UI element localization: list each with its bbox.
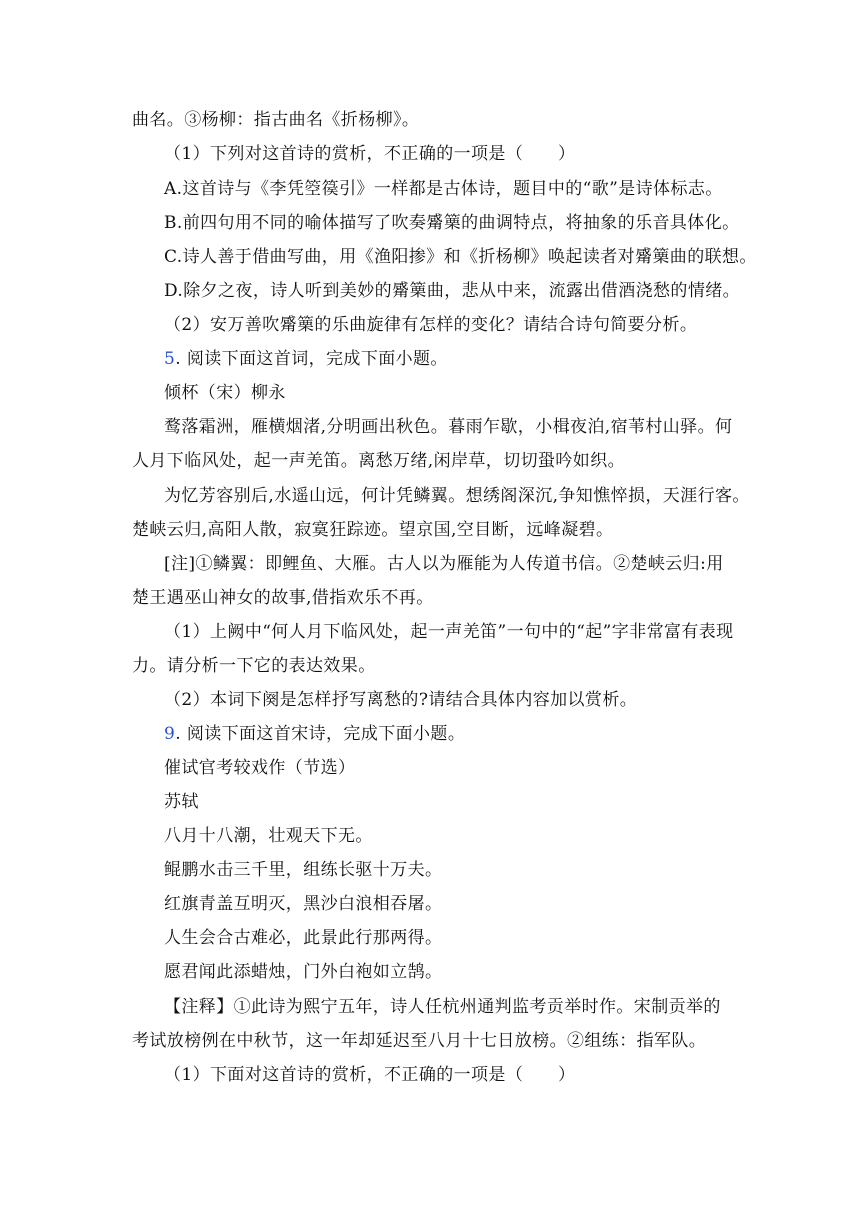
- question-number: 9: [164, 724, 176, 744]
- annotation: 【注释】①此诗为熙宁五年，诗人任杭州通判监考贡举时作。宋制贡举的: [164, 997, 721, 1017]
- poem-author: 苏轼: [164, 792, 199, 812]
- question-heading: [164, 347, 448, 371]
- poem-title: 倾杯（宋）柳永: [164, 383, 286, 403]
- poem-line: 红旗青盖互明灭，黑沙白浪相吞屠。: [164, 894, 443, 914]
- poem-line: 人生会合古难必，此景此行那两得。: [164, 928, 443, 948]
- poem-line: 为忆芳容别后,水遥山远，何计凭鳞翼。想绣阁深沉,争知憔悴损，天涯行客。: [164, 486, 750, 506]
- question-line: （2）安万善吹觱篥的乐曲旋律有怎样的变化？请结合诗句简要分析。: [164, 315, 698, 335]
- poem-title: 催试官考较戏作（节选）: [164, 758, 356, 778]
- poem-line: 人月下临风处，起一声羌笛。离愁万绪,闲岸草，切切蛩吟如织。: [132, 451, 626, 471]
- option-b: B.前四句用不同的喻体描写了吹奏觱篥的曲调特点，将抽象的乐音具体化。: [164, 213, 740, 233]
- poem-line: 愿君闻此添蜡烛，门外白袍如立鹄。: [164, 962, 443, 982]
- question-prompt: . 阅读下面这首宋诗，完成下面小题。: [175, 724, 466, 744]
- poem-line: 八月十八潮，壮观天下无。: [164, 826, 373, 846]
- question-line: （1）下列对这首诗的赏析，不正确的一项是（ ）: [164, 144, 576, 164]
- question-line: 力。请分析一下它的表达效果。: [132, 656, 376, 676]
- option-c: C.诗人善于借曲写曲，用《渔阳掺》和《折杨柳》唤起读者对觱篥曲的联想。: [164, 247, 757, 267]
- question-line: （1）下面对这首诗的赏析，不正确的一项是（ ）: [164, 1065, 576, 1085]
- question-line: （2）本词下阕是怎样抒写离愁的?请结合具体内容加以赏析。: [164, 690, 638, 710]
- annotation: 考试放榜例在中秋节，这一年却延迟至八月十七日放榜。②组练：指军队。: [132, 1031, 707, 1051]
- option-d: D.除夕之夜，诗人听到美妙的觱篥曲，悲从中来，流露出借酒浇愁的情绪。: [164, 281, 741, 301]
- poem-line: 鹜落霜洲，雁横烟渚,分明画出秋色。暮雨乍歇，小楫夜泊,宿苇村山驿。何: [164, 417, 733, 437]
- question-number: 5: [164, 349, 176, 369]
- poem-line: 鲲鹏水击三千里，组练长驱十万夫。: [164, 860, 443, 880]
- annotation: [注]①鳞翼：即鲤鱼、大雁。古人以为雁能为人传道书信。②楚峡云归:用: [164, 554, 724, 574]
- text-line: 曲名。③杨柳：指古曲名《折杨柳》。: [132, 110, 420, 130]
- question-heading: [164, 722, 465, 746]
- annotation: 楚王遇巫山神女的故事,借指欢乐不再。: [132, 588, 434, 608]
- question-prompt: . 阅读下面这首词，完成下面小题。: [175, 349, 448, 369]
- poem-line: 楚峡云归,高阳人散，寂寞狂踪迹。望京国,空目断，远峰凝碧。: [132, 520, 614, 540]
- option-a: A.这首诗与《李凭箜篌引》一样都是古体诗，题目中的“歌”是诗体标志。: [164, 179, 723, 199]
- question-line: （1）上阙中“何人月下临风处，起一声羌笛”一句中的“起”字非常富有表现: [164, 622, 734, 642]
